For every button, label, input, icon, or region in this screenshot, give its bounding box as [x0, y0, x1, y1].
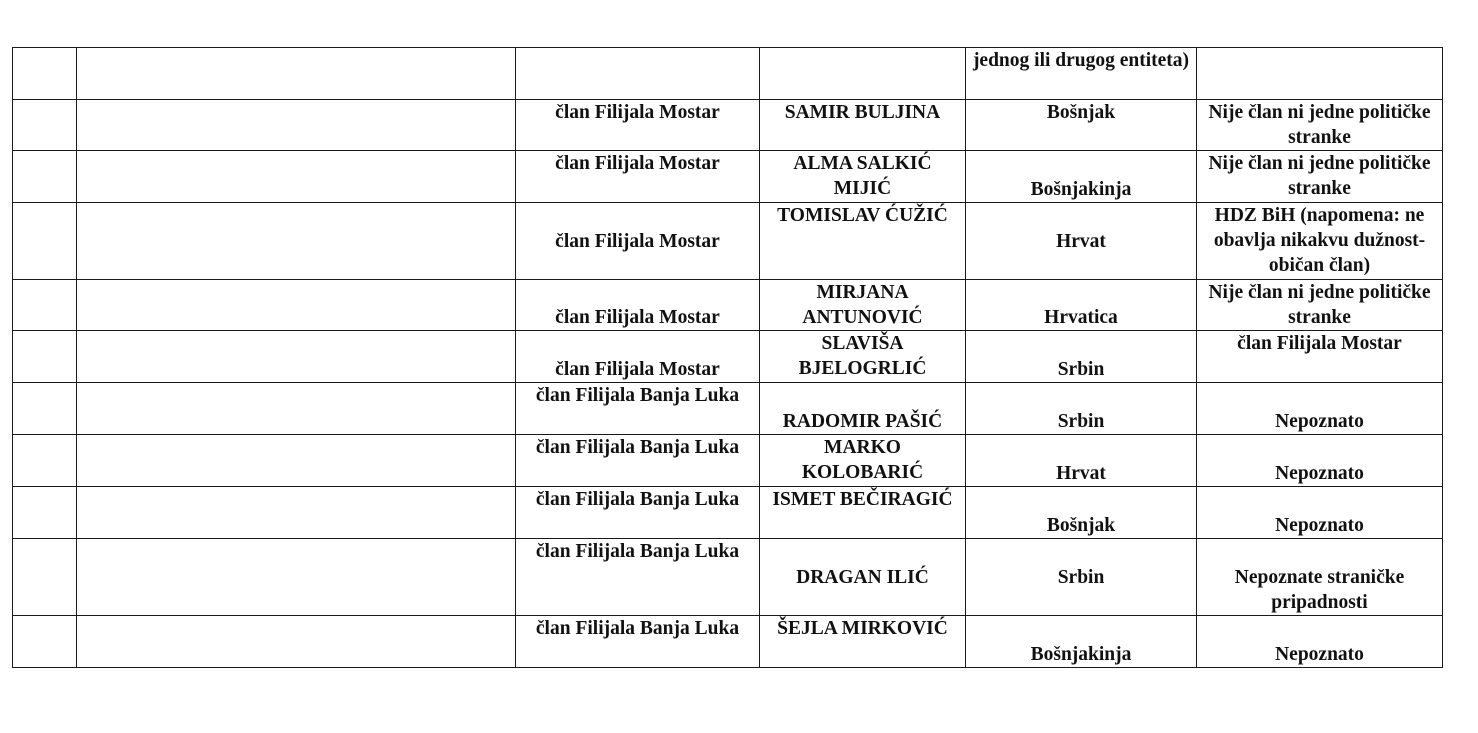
name-cell: DRAGAN ILIĆ: [760, 539, 966, 616]
ethnicity-cell: Hrvat: [966, 435, 1197, 487]
role-cell: član Filijala Banja Luka: [516, 539, 760, 616]
cell-empty: [516, 48, 760, 100]
cell-empty: [77, 48, 516, 100]
party-cell: HDZ BiH (napomena: ne obavlja nikakvu dužnost-običan član): [1197, 203, 1443, 280]
ethnicity-cell: Srbin: [966, 539, 1197, 616]
table-row: [13, 280, 1443, 331]
table-row: [13, 203, 1443, 280]
role-cell: član Filijala Banja Luka: [516, 487, 760, 539]
name-cell: ALMA SALKIĆ MIJIĆ: [760, 151, 966, 203]
party-cell: Nepoznate straničke pripadnosti: [1197, 539, 1443, 616]
name-cell: RADOMIR PAŠIĆ: [760, 383, 966, 435]
table-row: [13, 487, 1443, 539]
name-cell: ISMET BEČIRAGIĆ: [760, 487, 966, 539]
role-cell: član Filijala Mostar: [516, 151, 760, 203]
ethnicity-cell: Hrvat: [966, 203, 1197, 280]
name-cell: SAMIR BULJINA: [760, 100, 966, 151]
party-cell: Nepoznato: [1197, 383, 1443, 435]
ethnicity-cell: Bošnjak: [966, 100, 1197, 151]
role-cell: član Filijala Mostar: [516, 203, 760, 280]
name-cell: MARKO KOLOBARIĆ: [760, 435, 966, 487]
table-row: [13, 383, 1443, 435]
party-cell: Nepoznato: [1197, 435, 1443, 487]
ethnicity-cell: Srbin: [966, 383, 1197, 435]
table-row: [13, 151, 1443, 203]
table-row: [13, 435, 1443, 487]
name-cell: MIRJANA ANTUNOVIĆ: [760, 280, 966, 331]
role-cell: član Filijala Mostar: [516, 100, 760, 151]
name-cell: TOMISLAV ĆUŽIĆ: [760, 203, 966, 280]
ethnicity-cell: Hrvatica: [966, 280, 1197, 331]
party-cell: Nepoznato: [1197, 616, 1443, 668]
party-cell: Nije član ni jedne političke stranke: [1197, 280, 1443, 331]
table-row: [13, 616, 1443, 668]
role-cell: član Filijala Banja Luka: [516, 383, 760, 435]
members-table: [12, 47, 1443, 668]
role-cell: član Filijala Mostar: [516, 280, 760, 331]
cell-empty: [760, 48, 966, 100]
party-cell: Nepoznato: [1197, 487, 1443, 539]
ethnicity-cell: Srbin: [966, 331, 1197, 383]
party-cell: član Filijala Mostar: [1197, 331, 1443, 383]
ethnicity-cell: Bošnjakinja: [966, 151, 1197, 203]
header-continuation: jednog ili drugog entiteta): [966, 48, 1197, 100]
ethnicity-cell: Bošnjakinja: [966, 616, 1197, 668]
name-cell: ŠEJLA MIRKOVIĆ: [760, 616, 966, 668]
table-row: [13, 100, 1443, 151]
ethnicity-cell: Bošnjak: [966, 487, 1197, 539]
role-cell: član Filijala Mostar: [516, 331, 760, 383]
cell-empty: [13, 48, 77, 100]
party-cell: Nije član ni jedne političke stranke: [1197, 151, 1443, 203]
name-cell: SLAVIŠA BJELOGRLIĆ: [760, 331, 966, 383]
party-cell: Nije član ni jedne političke stranke: [1197, 100, 1443, 151]
table-row: [13, 331, 1443, 383]
table-row: [13, 539, 1443, 616]
role-cell: član Filijala Banja Luka: [516, 435, 760, 487]
cell-empty: [1197, 48, 1443, 100]
table-row: [13, 48, 1443, 100]
role-cell: član Filijala Banja Luka: [516, 616, 760, 668]
